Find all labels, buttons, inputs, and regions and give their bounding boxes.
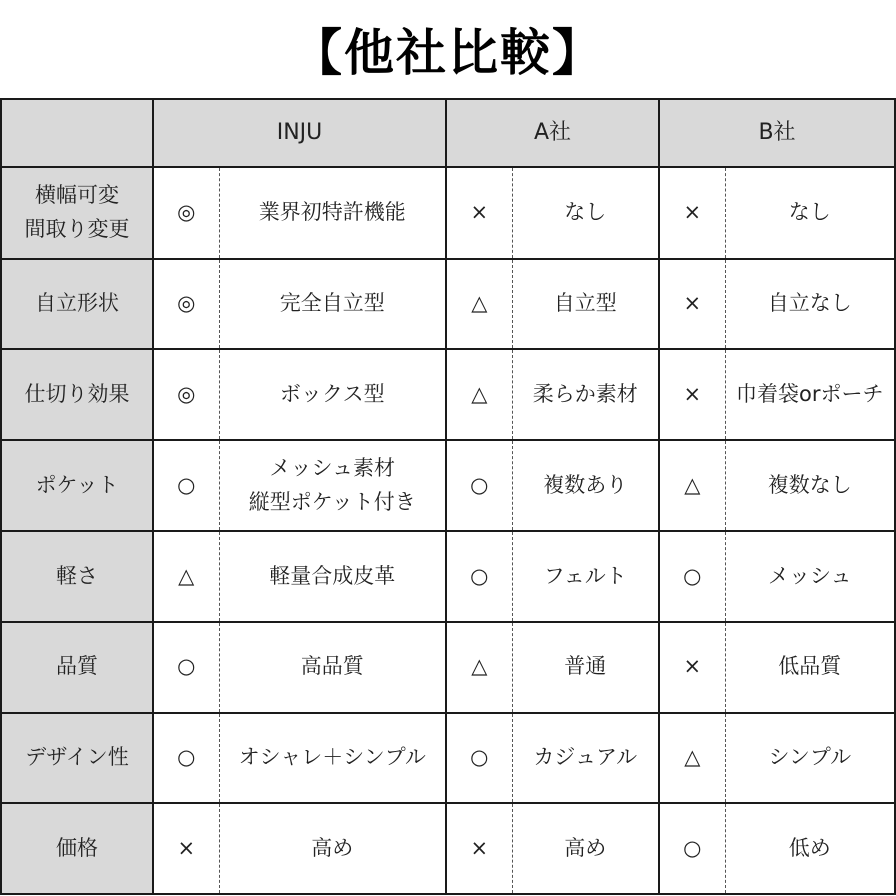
description-line: ボックス型 <box>279 382 385 406</box>
feature-description <box>219 713 446 803</box>
rating-mark: ○ <box>446 440 512 531</box>
feature-description <box>725 440 895 531</box>
description-line: 低め <box>788 835 831 860</box>
table-row <box>1 803 895 894</box>
description-line: フェルト <box>543 563 627 588</box>
row-label <box>1 803 153 894</box>
rating-mark: ○ <box>153 713 219 803</box>
feature-description <box>725 349 895 440</box>
row-label <box>1 531 153 621</box>
rating-mark: ◎ <box>153 259 219 349</box>
rating-mark: ○ <box>659 531 725 621</box>
feature-description <box>219 349 446 440</box>
description-line: 巾着袋orポーチ <box>736 382 884 406</box>
row-label-line: デザイン性 <box>25 744 129 769</box>
rating-mark: ○ <box>659 803 725 894</box>
feature-description <box>219 622 446 713</box>
row-label-line: 品質 <box>56 654 98 679</box>
feature-description <box>725 259 895 349</box>
table-row <box>1 622 895 713</box>
row-label <box>1 167 153 259</box>
feature-description <box>512 622 659 713</box>
description-line: 業界初特許機能 <box>258 200 406 225</box>
description-line: 高品質 <box>300 654 364 679</box>
rating-mark: ○ <box>446 531 512 621</box>
feature-description <box>512 167 659 259</box>
rating-mark: △ <box>153 531 219 621</box>
rating-mark: ○ <box>153 440 219 531</box>
feature-description <box>219 259 446 349</box>
rating-mark: × <box>153 803 219 894</box>
table-row <box>1 531 895 621</box>
description-line: なし <box>564 200 607 225</box>
description-line: 普通 <box>564 654 607 679</box>
description-line: 複数なし <box>767 473 852 498</box>
company-header: INJU <box>153 99 446 167</box>
feature-description <box>219 167 446 259</box>
rating-mark: × <box>659 622 725 713</box>
table-row <box>1 167 895 259</box>
table-row <box>1 713 895 803</box>
feature-description <box>512 440 659 531</box>
description-line: 柔らか素材 <box>532 382 638 406</box>
feature-description <box>725 803 895 894</box>
row-label <box>1 440 153 531</box>
feature-description <box>219 803 446 894</box>
feature-description <box>219 531 446 621</box>
feature-description <box>512 259 659 349</box>
rating-mark: × <box>446 803 512 894</box>
description-line: 自立型 <box>553 291 617 316</box>
row-label-line: ポケット <box>35 473 119 498</box>
feature-description <box>725 531 895 621</box>
row-label <box>1 713 153 803</box>
row-label <box>1 349 153 440</box>
feature-description <box>725 167 895 259</box>
corner-cell <box>1 99 153 167</box>
feature-description <box>219 440 446 531</box>
rating-mark: × <box>659 167 725 259</box>
description-line: カジュアル <box>533 744 638 769</box>
company-header: A社 <box>446 99 659 167</box>
rating-mark: × <box>659 259 725 349</box>
rating-mark: × <box>446 167 512 259</box>
row-label-line: 間取り変更 <box>24 217 130 242</box>
rating-mark: △ <box>446 259 512 349</box>
row-label <box>1 259 153 349</box>
feature-description <box>725 713 895 803</box>
feature-description <box>512 713 659 803</box>
rating-mark: ○ <box>153 622 219 713</box>
rating-mark: ○ <box>446 713 512 803</box>
feature-description <box>512 803 659 894</box>
table-row <box>1 349 895 440</box>
description-line: 複数あり <box>543 473 628 498</box>
rating-mark: △ <box>659 713 725 803</box>
description-line: オシャレ＋シンプル <box>238 744 426 769</box>
row-label-line: 仕切り効果 <box>24 382 130 406</box>
description-line: 軽量合成皮革 <box>269 563 396 588</box>
rating-mark: △ <box>446 349 512 440</box>
description-line: 高め <box>311 835 354 860</box>
description-line: メッシュ素材 <box>269 456 396 481</box>
row-label-line: 軽さ <box>56 563 98 588</box>
feature-description <box>725 622 895 713</box>
rating-mark: ◎ <box>153 167 219 259</box>
feature-description <box>512 531 659 621</box>
description-line: 完全自立型 <box>279 291 385 316</box>
row-label-line: 価格 <box>56 835 98 860</box>
header-row <box>1 99 895 167</box>
company-header: B社 <box>659 99 895 167</box>
row-label <box>1 622 153 713</box>
table-row <box>1 259 895 349</box>
description-line: シンプル <box>768 744 852 769</box>
description-line: 自立なし <box>767 291 852 316</box>
row-label-line: 自立形状 <box>35 291 119 316</box>
row-label-line: 横幅可変 <box>35 183 119 208</box>
rating-mark: △ <box>659 440 725 531</box>
description-line: なし <box>788 200 831 225</box>
feature-description <box>512 349 659 440</box>
page-title: 【他社比較】 <box>292 24 604 82</box>
comparison-table <box>0 98 896 895</box>
rating-mark: △ <box>446 622 512 713</box>
rating-mark: ◎ <box>153 349 219 440</box>
rating-mark: × <box>659 349 725 440</box>
table-row <box>1 440 895 531</box>
description-line: 高め <box>564 835 607 860</box>
description-line: 縦型ポケット付き <box>248 489 416 514</box>
description-line: 低品質 <box>778 654 842 679</box>
description-line: メッシュ <box>767 563 852 588</box>
